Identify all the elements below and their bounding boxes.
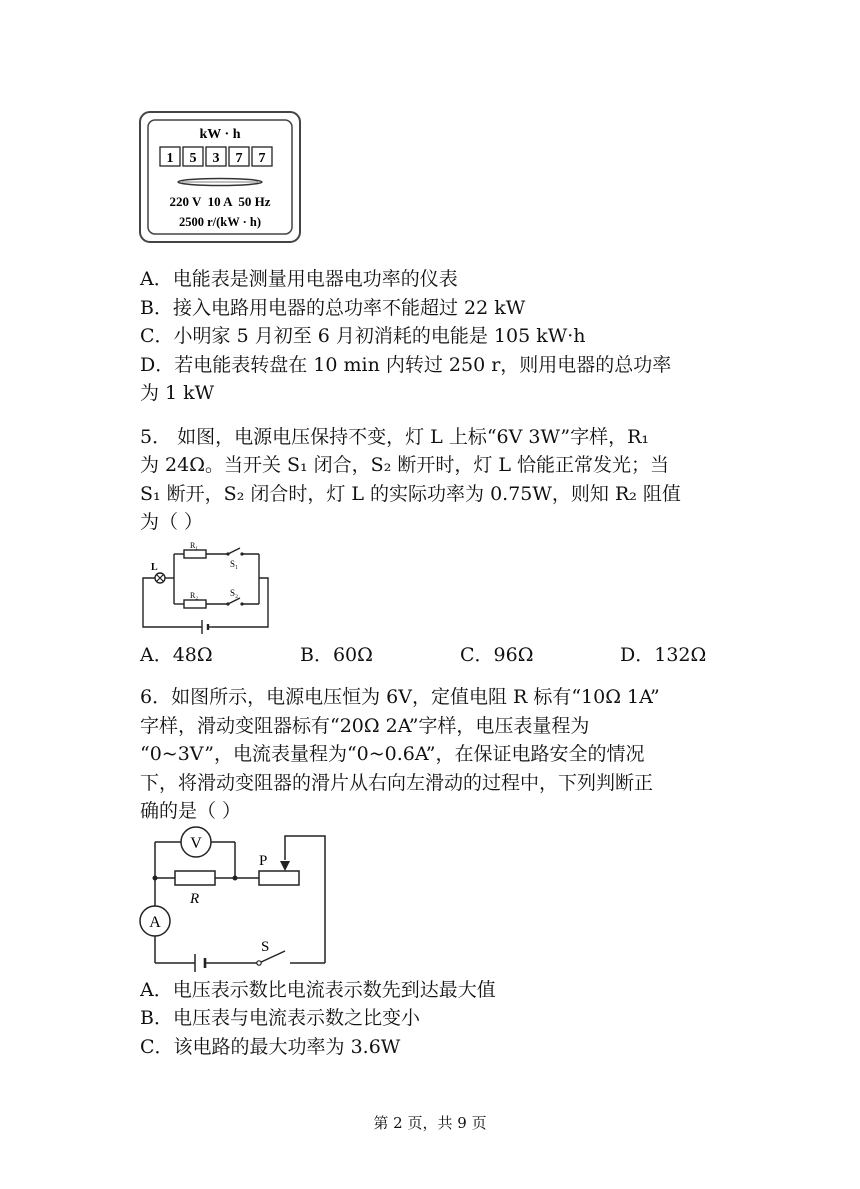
q5-option-b: B．60Ω xyxy=(300,644,373,666)
meter-digit: 7 xyxy=(258,151,266,166)
q5-stem-line: S₁ 断开，S₂ 闭合时，灯 L 的实际功率为 0.75W，则知 R₂ 阻值 xyxy=(140,483,681,505)
lamp-icon xyxy=(155,573,165,583)
q6-stem-line: 6．如图所示，电源电压恒为 6V，定值电阻 R 标有“10Ω 1A” xyxy=(140,686,660,708)
label-r2: R₂ xyxy=(190,591,199,600)
q6-circuit-diagram xyxy=(135,826,335,972)
q6-option-c: C．该电路的最大功率为 3.6W xyxy=(140,1036,401,1058)
q5-option-a: A．48Ω xyxy=(140,644,213,666)
q4-option-d: D．若电能表转盘在 10 min 内转过 250 r，则用电器的总功率 xyxy=(140,354,672,376)
label-ammeter: A xyxy=(149,914,161,931)
q6-stem-line: 确的是（ ） xyxy=(140,800,242,822)
q5-option-c: C．96Ω xyxy=(460,644,534,666)
meter-unit: kW · h xyxy=(199,127,241,142)
q5-stem-line: 5． 如图，电源电压保持不变，灯 L 上标“6V 3W”字样，R₁ xyxy=(140,426,649,448)
q5-options xyxy=(140,640,720,667)
label-lamp: L xyxy=(151,562,158,573)
label-r1: R₁ xyxy=(190,541,199,550)
q4-option-d-cont: 为 1 kW xyxy=(140,382,215,404)
q5-option-d: D．132Ω xyxy=(620,644,707,666)
voltmeter-icon xyxy=(181,827,211,857)
label-slider: P xyxy=(259,853,268,869)
q6-option-b: B．电压表与电流表示数之比变小 xyxy=(140,1007,420,1029)
meter-digit: 1 xyxy=(166,151,174,166)
q4-option-c: C．小明家 5 月初至 6 月初消耗的电能是 105 kW·h xyxy=(140,325,586,347)
ammeter-icon xyxy=(140,906,170,936)
slider-arrow-icon xyxy=(280,861,290,871)
label-s2: S₂ xyxy=(230,588,239,598)
meter-rev: 2500 r/(kW · h) xyxy=(178,215,262,229)
q5-stem-line: 为（ ） xyxy=(140,511,204,533)
q4-option-b: B．接入电路用电器的总功率不能超过 22 kW xyxy=(140,297,526,319)
label-voltmeter: V xyxy=(190,835,202,852)
label-switch: S xyxy=(261,939,270,955)
label-s1: S₁ xyxy=(230,559,239,569)
q6-stem-line: 字样，滑动变阻器标有“20Ω 2A”字样，电压表量程为 xyxy=(140,715,590,737)
electricity-meter-figure xyxy=(138,110,302,244)
meter-digit: 3 xyxy=(212,151,220,166)
meter-digit: 7 xyxy=(235,151,243,166)
q5-stem-line: 为 24Ω。当开关 S₁ 闭合，S₂ 断开时，灯 L 恰能正常发光；当 xyxy=(140,454,670,476)
q5-circuit-diagram xyxy=(138,540,276,634)
q6-option-a: A．电压表示数比电流表示数先到达最大值 xyxy=(140,979,496,1001)
q4-option-a: A．电能表是测量用电器电功率的仪表 xyxy=(140,268,458,290)
meter-spec: 220 V 10 A 50 Hz xyxy=(169,194,271,209)
q6-stem-line: 下，将滑动变阻器的滑片从右向左滑动的过程中，下列判断正 xyxy=(140,772,654,794)
q6-stem-line: “0~3V”，电流表量程为“0~0.6A”，在保证电路安全的情况 xyxy=(140,743,645,765)
label-resistor: R xyxy=(190,891,200,907)
meter-digit: 5 xyxy=(189,151,197,166)
page-footer: 第 2 页，共 9 页 xyxy=(373,1114,487,1132)
